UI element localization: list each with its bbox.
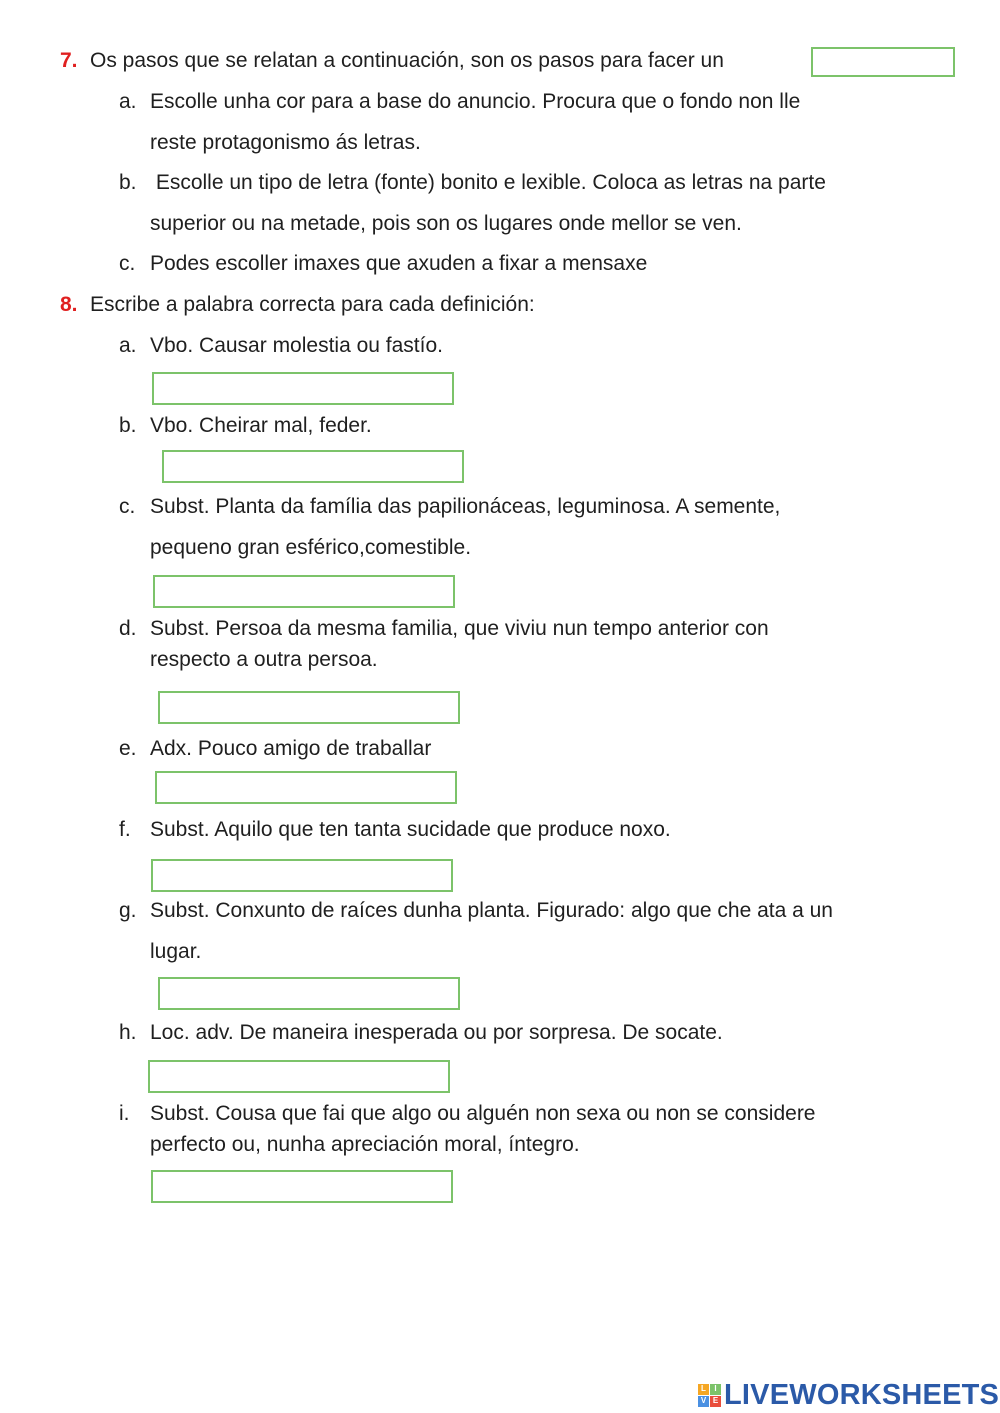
- logo-tile-e: E: [710, 1396, 721, 1407]
- q8-item-b-answer-input[interactable]: [162, 450, 464, 483]
- question-8-prompt: Escribe a palabra correcta para cada definición:: [90, 293, 535, 316]
- q8-item-d-label: d.: [119, 617, 137, 640]
- q8-item-f-line-1: Subst. Aquilo que ten tanta sucidade que produce noxo.: [150, 818, 671, 841]
- q8-item-e-line-1: Adx. Pouco amigo de traballar: [150, 737, 432, 760]
- q8-item-a-answer-input[interactable]: [152, 372, 454, 405]
- liveworksheets-logo-icon: [698, 1384, 721, 1407]
- q8-item-d-line-1: Subst. Persoa da mesma familia, que viviu nun tempo anterior con: [150, 617, 769, 640]
- logo-tile-v: V: [698, 1396, 709, 1407]
- q7-item-c-line-1: Podes escoller imaxes que axuden a fixar a mensaxe: [150, 252, 648, 275]
- q7-item-a-line-2: reste protagonismo ás letras.: [150, 131, 421, 154]
- q8-item-a-label: a.: [119, 334, 137, 357]
- q8-item-c-line-2: pequeno gran esférico,comestible.: [150, 536, 472, 559]
- q7-item-b-line-2: superior ou na metade, pois son os lugares onde mellor se ven.: [150, 212, 742, 235]
- q8-item-g-answer-input[interactable]: [158, 977, 460, 1010]
- q8-item-i-line-2: perfecto ou, nunha apreciación moral, íntegro.: [150, 1133, 580, 1156]
- q8-item-h-line-1: Loc. adv. De maneira inesperada ou por sorpresa. De socate.: [150, 1021, 723, 1044]
- q8-item-g-line-1: Subst. Conxunto de raíces dunha planta. Figurado: algo que che ata a un: [150, 899, 833, 922]
- q8-item-i-label: i.: [119, 1102, 130, 1125]
- q8-item-f-answer-input[interactable]: [151, 859, 453, 892]
- q8-item-c-answer-input[interactable]: [153, 575, 455, 608]
- q8-item-d-line-2: respecto a outra persoa.: [150, 648, 378, 671]
- q8-item-e-label: e.: [119, 737, 137, 760]
- question-7-number: 7.: [60, 49, 78, 72]
- q8-item-i-line-1: Subst. Cousa que fai que algo ou alguén non sexa ou non se considere: [150, 1102, 816, 1125]
- q8-item-g-line-2: lugar.: [150, 940, 202, 963]
- q8-item-f-label: f.: [119, 818, 131, 841]
- q8-item-i-answer-input[interactable]: [151, 1170, 453, 1203]
- logo-tile-l: L: [698, 1384, 709, 1395]
- q8-item-h-label: h.: [119, 1021, 137, 1044]
- q7-item-b-line-1: Escolle un tipo de letra (fonte) bonito e lexible. Coloca as letras na parte: [150, 171, 826, 194]
- q7-item-a-label: a.: [119, 90, 137, 113]
- q8-item-c-line-1: Subst. Planta da família das papilionáceas, leguminosa. A semente,: [150, 495, 781, 518]
- q8-item-g-label: g.: [119, 899, 137, 922]
- q8-item-d-answer-input[interactable]: [158, 691, 460, 724]
- q8-item-h-answer-input[interactable]: [148, 1060, 450, 1093]
- logo-tile-i: I: [710, 1384, 721, 1395]
- q8-item-b-line-1: Vbo. Cheirar mal, feder.: [150, 414, 372, 437]
- liveworksheets-logo: [698, 1378, 999, 1412]
- q8-item-c-label: c.: [119, 495, 136, 518]
- question-7-prompt: Os pasos que se relatan a continuación, son os pasos para facer un: [90, 49, 724, 72]
- liveworksheets-brand: LIVEWORKSHEETS: [724, 1378, 1000, 1411]
- q7-item-c-label: c.: [119, 252, 136, 275]
- q8-item-e-answer-input[interactable]: [155, 771, 457, 804]
- question-8-number: 8.: [60, 293, 78, 316]
- q8-item-b-label: b.: [119, 414, 137, 437]
- q8-item-a-line-1: Vbo. Causar molestia ou fastío.: [150, 334, 443, 357]
- q7-item-a-line-1: Escolle unha cor para a base do anuncio. Procura que o fondo non lle: [150, 90, 801, 113]
- q7-item-b-label: b.: [119, 171, 137, 194]
- question-7-answer-input[interactable]: [811, 47, 955, 77]
